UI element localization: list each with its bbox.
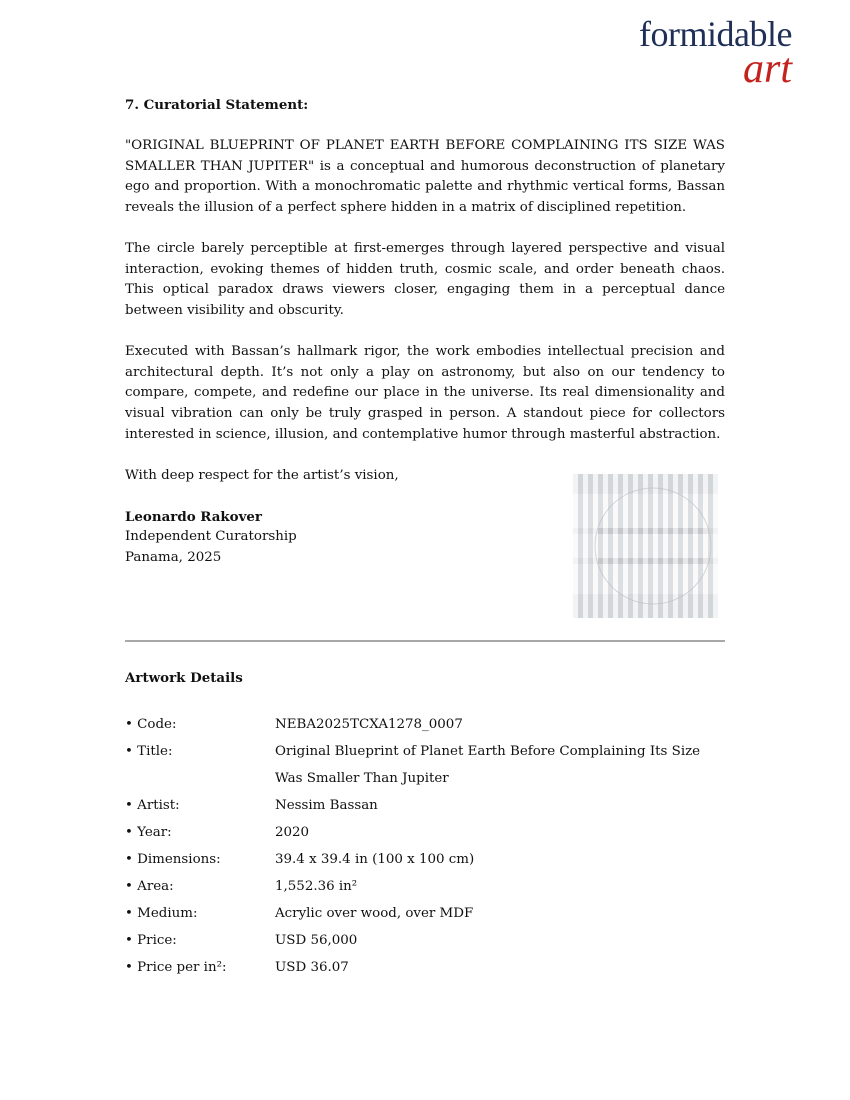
detail-label: • Dimensions: (125, 852, 221, 867)
artwork-strip (668, 534, 673, 558)
artwork-strip (713, 594, 718, 618)
artwork-strip (578, 528, 583, 534)
artwork-strip (658, 474, 663, 494)
detail-label: • Artist: (125, 798, 180, 813)
detail-label: • Year: (125, 825, 172, 840)
artwork-strip (608, 564, 613, 594)
artwork-strip (653, 494, 658, 528)
artwork-strip (693, 564, 698, 594)
artwork-strip (673, 534, 678, 558)
artwork-strip (658, 534, 663, 558)
artwork-strip (713, 534, 718, 558)
artwork-strip (698, 474, 703, 494)
artwork-strip (703, 494, 708, 528)
artwork-strip (623, 564, 628, 594)
artwork-strip (713, 494, 718, 528)
artwork-strip (578, 558, 583, 564)
detail-row (125, 792, 725, 819)
artwork-strip (683, 528, 688, 534)
artwork-strip (628, 594, 633, 618)
detail-label: • Code: (125, 717, 177, 732)
artwork-strip (663, 564, 668, 594)
artwork-strip (653, 534, 658, 558)
artwork-strip (588, 494, 593, 528)
artwork-strip (608, 474, 613, 494)
artwork-strip (593, 494, 598, 528)
detail-value: 39.4 x 39.4 in (100 x 100 cm) (275, 852, 475, 867)
artwork-strip (683, 594, 688, 618)
section-heading: 7. Curatorial Statement: (125, 97, 309, 113)
artwork-strip (678, 534, 683, 558)
artwork-strip (653, 528, 658, 534)
artwork-strip (613, 594, 618, 618)
artwork-strip (598, 494, 603, 528)
artwork-strip (638, 494, 643, 528)
statement-paragraph-3: Executed with Bassan’s hallmark rigor, the work embodies intellectual precision and architectural depth. It’s not only a play on astronomy, but also on our tendency to compare, compete, and redefine our place in the universe. Its real dimensionality and visual vibration can only be truly grasped in person. A standout piece for collectors interested in science, illusion, and contemplative humor through masterful abstraction. (125, 344, 725, 442)
detail-label: • Medium: (125, 906, 198, 921)
detail-label: • Title: (125, 744, 173, 759)
artwork-strip (678, 494, 683, 528)
artwork-strip (573, 594, 578, 618)
artwork-strip (603, 594, 608, 618)
artwork-strip (623, 558, 628, 564)
artwork-strip (613, 534, 618, 558)
artwork-strip (678, 474, 683, 494)
artwork-strip (593, 474, 598, 494)
artwork-strip (598, 474, 603, 494)
artwork-strip (588, 594, 593, 618)
artwork-strip (658, 494, 663, 528)
artwork-strip (648, 528, 653, 534)
detail-row (125, 900, 725, 927)
artwork-strip (603, 534, 608, 558)
artwork-strip (608, 528, 613, 534)
artwork-strip (623, 494, 628, 528)
artwork-strip (583, 558, 588, 564)
artwork-strip (713, 558, 718, 564)
artwork-strip (703, 528, 708, 534)
artwork-strip (708, 474, 713, 494)
artwork-strip (578, 474, 583, 494)
artwork-strip (678, 528, 683, 534)
artwork-strip (623, 528, 628, 534)
artwork-strip (653, 564, 658, 594)
artwork-strip (613, 494, 618, 528)
artwork-strip (713, 564, 718, 594)
artwork-strip (703, 594, 708, 618)
artwork-strip (633, 558, 638, 564)
artwork-strip (608, 558, 613, 564)
artwork-strip (673, 528, 678, 534)
artwork-strip (573, 494, 578, 528)
brand-logo (572, 14, 792, 90)
artwork-strip (598, 528, 603, 534)
artwork-strip (663, 528, 668, 534)
artwork-strip (643, 494, 648, 528)
artwork-strip (608, 534, 613, 558)
artwork-strip (683, 474, 688, 494)
detail-label: • Price per in²: (125, 960, 227, 975)
artwork-strip (663, 558, 668, 564)
artwork-strip (603, 528, 608, 534)
artwork-strip (598, 594, 603, 618)
artwork-strip (673, 594, 678, 618)
artwork-strip (623, 534, 628, 558)
artwork-strip (663, 534, 668, 558)
artwork-strip (703, 564, 708, 594)
artwork-strip (648, 494, 653, 528)
artwork-strip (683, 564, 688, 594)
artwork-strip (598, 558, 603, 564)
detail-value: USD 36.07 (275, 960, 349, 975)
artwork-strip (668, 594, 673, 618)
artwork-strip (573, 528, 578, 534)
artwork-strip (613, 558, 618, 564)
detail-value: NEBA2025TCXA1278_0007 (275, 717, 463, 732)
artwork-strip (648, 534, 653, 558)
statement-paragraph-2: The circle barely perceptible at first-emerges through layered perspective and visual interaction, evoking themes of hidden truth, cosmic scale, and order beneath chaos. This optical paradox draws viewers closer, engaging them in a perceptual dance between visibility and obscurity. (125, 241, 725, 318)
artwork-strip (683, 534, 688, 558)
artwork-strip (693, 474, 698, 494)
artwork-strip (698, 558, 703, 564)
artwork-strip (703, 558, 708, 564)
artwork-strip (698, 594, 703, 618)
artwork-strip (583, 474, 588, 494)
detail-value: Acrylic over wood, over MDF (275, 906, 474, 921)
artwork-strip (668, 564, 673, 594)
artwork-strip (633, 494, 638, 528)
artwork-strip (603, 558, 608, 564)
artwork-strip (618, 594, 623, 618)
artwork-strip (638, 474, 643, 494)
brand-logo-accent: art (742, 46, 792, 92)
artwork-strip (573, 564, 578, 594)
artwork-strip (633, 564, 638, 594)
artwork-strip (588, 474, 593, 494)
closing-line: With deep respect for the artist’s vision, (125, 467, 399, 483)
signature-place-date: Panama, 2025 (125, 550, 222, 566)
artwork-strip (573, 558, 578, 564)
artwork-strip (618, 474, 623, 494)
artwork-strip (713, 474, 718, 494)
artwork-strip (673, 474, 678, 494)
artwork-strip (578, 494, 583, 528)
artwork-strip (668, 494, 673, 528)
artwork-strip (658, 558, 663, 564)
detail-label: • Area: (125, 879, 174, 894)
artwork-strip (678, 564, 683, 594)
artwork-strip (578, 594, 583, 618)
artwork-strip (623, 474, 628, 494)
artwork-strip (608, 594, 613, 618)
artwork-strip (668, 558, 673, 564)
detail-value: USD 56,000 (275, 933, 358, 948)
artwork-strip (573, 534, 578, 558)
detail-value: 1,552.36 in² (275, 879, 358, 894)
artwork-strip (628, 558, 633, 564)
artwork-strip (643, 528, 648, 534)
artwork-strip (708, 494, 713, 528)
artwork-strip (663, 494, 668, 528)
artwork-strip (643, 558, 648, 564)
artwork-strip (673, 564, 678, 594)
artwork-strip (583, 564, 588, 594)
artwork-strip (643, 564, 648, 594)
artwork-strip (658, 564, 663, 594)
artwork-strip (688, 528, 693, 534)
artwork-strip (628, 528, 633, 534)
artwork-strip (578, 564, 583, 594)
artwork-strip (648, 594, 653, 618)
artwork-strip (608, 494, 613, 528)
artwork-strip (693, 528, 698, 534)
artwork-strip (578, 534, 583, 558)
artwork-strip (628, 494, 633, 528)
artwork-strip (668, 528, 673, 534)
artwork-strip (633, 534, 638, 558)
section-divider (125, 640, 725, 642)
artwork-strip (593, 594, 598, 618)
detail-value: Original Blueprint of Planet Earth Before Complaining Its Size Was Smaller Than Jupiter (275, 744, 701, 786)
detail-value: 2020 (275, 825, 310, 840)
artwork-strip (638, 594, 643, 618)
artwork-strip (713, 528, 718, 534)
artwork-strip (653, 558, 658, 564)
artwork-strip (628, 534, 633, 558)
artwork-strip (593, 564, 598, 594)
artwork-strip (653, 594, 658, 618)
artwork-strip (643, 534, 648, 558)
artwork-strip (693, 494, 698, 528)
artwork-strip (663, 474, 668, 494)
artwork-strip (703, 474, 708, 494)
artwork-strip (583, 528, 588, 534)
artwork-strip (628, 564, 633, 594)
artwork-strip (688, 558, 693, 564)
artwork-strip (688, 594, 693, 618)
artwork-strip (583, 494, 588, 528)
artwork-strip (708, 594, 713, 618)
detail-row (125, 819, 725, 846)
artwork-strip (588, 558, 593, 564)
artwork-strip (633, 528, 638, 534)
signature-name: Leonardo Rakover (125, 508, 262, 525)
artwork-strip (588, 528, 593, 534)
artwork-strip (613, 474, 618, 494)
artwork-strip (618, 558, 623, 564)
artwork-strip (648, 558, 653, 564)
artwork-strip (598, 564, 603, 594)
artwork-strip (583, 534, 588, 558)
artwork-strip (673, 494, 678, 528)
signature-role: Independent Curatorship (125, 529, 297, 545)
detail-row (125, 846, 725, 873)
artwork-strip (638, 528, 643, 534)
artwork-strip (648, 564, 653, 594)
artwork-strip (693, 558, 698, 564)
artwork-strip (688, 494, 693, 528)
artwork-strip (573, 474, 578, 494)
artwork-strip (698, 534, 703, 558)
artwork-strip (598, 534, 603, 558)
artwork-strip (693, 534, 698, 558)
artwork-strip (708, 564, 713, 594)
detail-row (125, 711, 725, 738)
artwork-image (573, 474, 718, 618)
artwork-strip (628, 474, 633, 494)
artwork-strip (693, 594, 698, 618)
artwork-strip (663, 594, 668, 618)
detail-row (125, 738, 725, 792)
detail-row (125, 954, 725, 981)
artwork-strip (688, 564, 693, 594)
artwork-strip (688, 474, 693, 494)
artwork-strip (703, 534, 708, 558)
artwork-strip (658, 594, 663, 618)
artwork-strip (653, 474, 658, 494)
artwork-strip (658, 528, 663, 534)
artwork-strip (613, 564, 618, 594)
detail-label: • Price: (125, 933, 177, 948)
artwork-strip (613, 528, 618, 534)
artwork-strip (648, 474, 653, 494)
artwork-strip (603, 474, 608, 494)
artwork-strip (638, 558, 643, 564)
artwork-strip (638, 564, 643, 594)
brand-logo-word: formidable (639, 14, 792, 54)
artwork-strip (588, 534, 593, 558)
artwork-strip (618, 528, 623, 534)
detail-value: Nessim Bassan (275, 798, 378, 813)
statement-paragraph-1: "ORIGINAL BLUEPRINT OF PLANET EARTH BEFORE COMPLAINING ITS SIZE WAS SMALLER THAN JUPITER" is a conceptual and humorous deconstruction of planetary ego and proportion. With a monochromatic palette and rhythmic vertical forms, Bassan reveals the illusion of a perfect sphere hidden in a matrix of disciplined repetition. (125, 138, 725, 215)
artwork-strip (673, 558, 678, 564)
artwork-strip (588, 564, 593, 594)
artwork-strip (643, 474, 648, 494)
detail-row (125, 927, 725, 954)
artwork-strip (683, 558, 688, 564)
artwork-strip (643, 594, 648, 618)
artwork-strip (698, 528, 703, 534)
artwork-strip (618, 534, 623, 558)
detail-row (125, 873, 725, 900)
artwork-strip (583, 594, 588, 618)
artwork-strip (633, 594, 638, 618)
details-heading: Artwork Details (125, 670, 243, 686)
artwork-strip (618, 564, 623, 594)
artwork-strip (688, 534, 693, 558)
artwork-details-list (125, 711, 725, 981)
artwork-strip (678, 558, 683, 564)
artwork-strip (638, 534, 643, 558)
